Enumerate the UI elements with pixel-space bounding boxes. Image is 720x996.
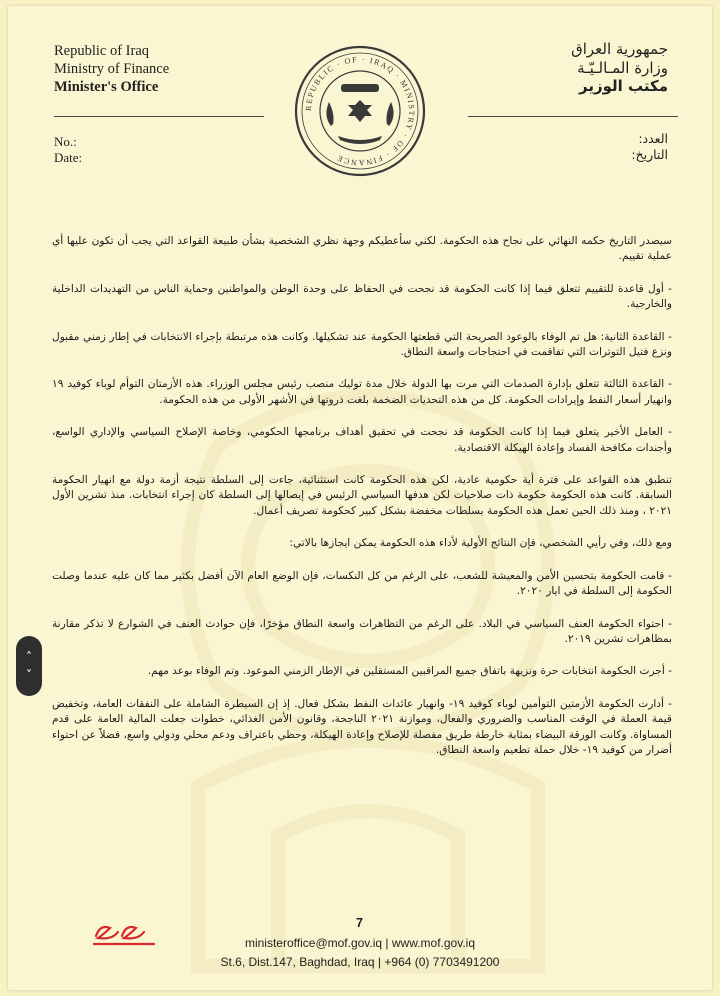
date-label-ar: التاريخ: [631,146,668,162]
letter-body [52,234,672,768]
date-label: Date: [54,150,83,165]
header-arabic [488,40,668,96]
header-country: Republic of Iraq [54,43,150,59]
chevron-down-icon[interactable]: ˅ [26,668,32,682]
chevron-up-icon[interactable]: ˄ [26,650,32,664]
paragraph-result-economy: - أدارت الحكومة الأزمتين التوأمين لوباء كوفيد ١٩- وانهيار عائدات النفط بشكل فعال. إذ إن السيطرة الشاملة على النفقات العامة، وتخفيض قيمة العملة في الوقت المناسب والضروري والفعال، وموازنة ٢٠٢١ الناجحة، وقانون الأمن الغذائي، خطوات جعلت المالية العامة على قدم المساواة. وكانت الورقة البيضاء بمثابة خارطة طريق مفصلة للإصلاح وإعادة الهيكلة، وحظي باعتراف ودعم محلي ودولي واسع، فضلاً عن احتواء أضرار من كوفيد ١٩- خلال حملة تطعيم واسعة النطاق. [52,697,672,756]
header-office: Minister's Office [54,79,159,95]
footer-address: St.6, Dist.147, Baghdad, Iraq | +964 (0) 7703491200 [220,955,500,969]
ministry-of-finance-seal [293,44,427,178]
header-ministry: Ministry of Finance [54,61,170,77]
footer-contact: ministeroffice@mof.gov.iq | www.mof.gov.iq [244,936,476,950]
paragraph-result-violence: - احتواء الحكومة العنف السياسي في البلاد. على الرغم من التظاهرات واسعة النطاق مؤخرًا، فإن حوادث العنف في الشوارع لا تذكر مقارنة بمظاهرات تشرين ٢٠١٩. [52,617,672,645]
paragraph-result-elections: - أجرت الحكومة انتخابات حرة ونزيهة باتفاق جميع المراقبين المستقلين في الإطار الزمني الموعود. وتم الوفاء بوعد مهم. [147,665,672,678]
paragraph-summary-intro: ومع ذلك، وفي رأيي الشخصي، فإن النتائج الأولية لأداء هذه الحكومة يمكن ايجازها بالاتي: [289,537,672,550]
paragraph-rule-4: - العامل الأخير يتعلق فيما إذا كانت الحكومة قد نجحت في تحقيق أهداف برنامجها الحكومي، وخاصة الإصلاح السياسي والإداري الواسع، وأجندات مكافحة الفساد وإعادة الهيكلة الاقتصادية. [52,426,672,454]
letter-page [8,6,712,990]
reference-fields-ar [631,131,668,162]
reference-fields [54,134,82,166]
paragraph-result-security: - قامت الحكومة بتحسين الأمن والمعيشة للشعب، على الرغم من كل النكسات، فإن الوضع العام الآن أفضل بكثير مما كان عليه عندما وصلت الحكومة إلى السلطة في ايار ٢٠٢٠. [52,569,672,598]
header-office-ar: مكتب الوزير [578,77,668,95]
header-country-ar: جمهورية العراق [571,40,668,58]
number-label-ar: العدد: [638,131,668,146]
number-label: No.: [54,134,77,149]
paragraph-rule-3: - القاعدة الثالثة تتعلق بإدارة الصدمات التي مرت بها الدولة خلال مدة توليك منصب رئيس مجلس الوزراء. هذه الأزمتان التوأم لوباء كوفيد ١٩ وانهيار أسعار النفط وإيرادات الحكومة. كل من هذه التحديات الضخمة بلغت ذروتها في الأشهر الأولى من هذه الحكومة. [52,378,672,406]
seal-ring-text: REPUBLIC · OF · IRAQ · MINISTRY · OF · FINANCE [303,54,417,168]
header-divider-left [54,116,264,117]
paragraph-rule-2: - القاعدة الثانية: هل تم الوفاء بالوعود الصريحة التي قطعتها الحكومة عند تشكيلها. وكانت هذه مرتبطة بإجراء الانتخابات في إطار زمني مقبول ونزع فتيل التوترات التي تفاقمت في احتجاجات واسعة النطاق. [52,330,672,359]
page-number: 7 [356,916,363,930]
page-scroll-control[interactable] [16,636,42,696]
header-divider-right [468,116,678,117]
paragraph-intro: سيصدر التاريخ حكمه النهائي على نجاح هذه الحكومة. لكني سأعطيكم وجهة نظري الشخصية بشأن طبيعة القواعد التي يجب أن تكون عليها أي عملية تقييم. [52,235,672,263]
header-english [54,42,169,96]
paragraph-context: تنطبق هذه القواعد على فترة أية حكومية عادية، لكن هذه الحكومة كانت استثنائية، جاءت إلى السلطة نتيجة أزمة دولة مع انهيار الحكومة السابقة. كانت هذه الحكومة حكومة ذات صلاحيات لكن هدفها السياسي الرئيس في إيصالها إلى السلطة كان إجراء انتخابات. منذ تشرين الأول ٢٠٢١ ، ومنذ ذلك الحين تعمل هذه الحكومة بسلطات مخفضة بشكل كبير كحكومة تصريف أعمال. [52,474,672,517]
header-ministry-ar: وزارة المـالـيّـة [577,58,668,77]
paragraph-rule-1: - أول قاعدة للتقييم تتعلق فيما إذا كانت الحكومة قد نجحت في الحفاظ على وحدة الوطن والمواطنين وحماية الناس من التهديدات الداخلية والخارجية. [52,282,672,311]
